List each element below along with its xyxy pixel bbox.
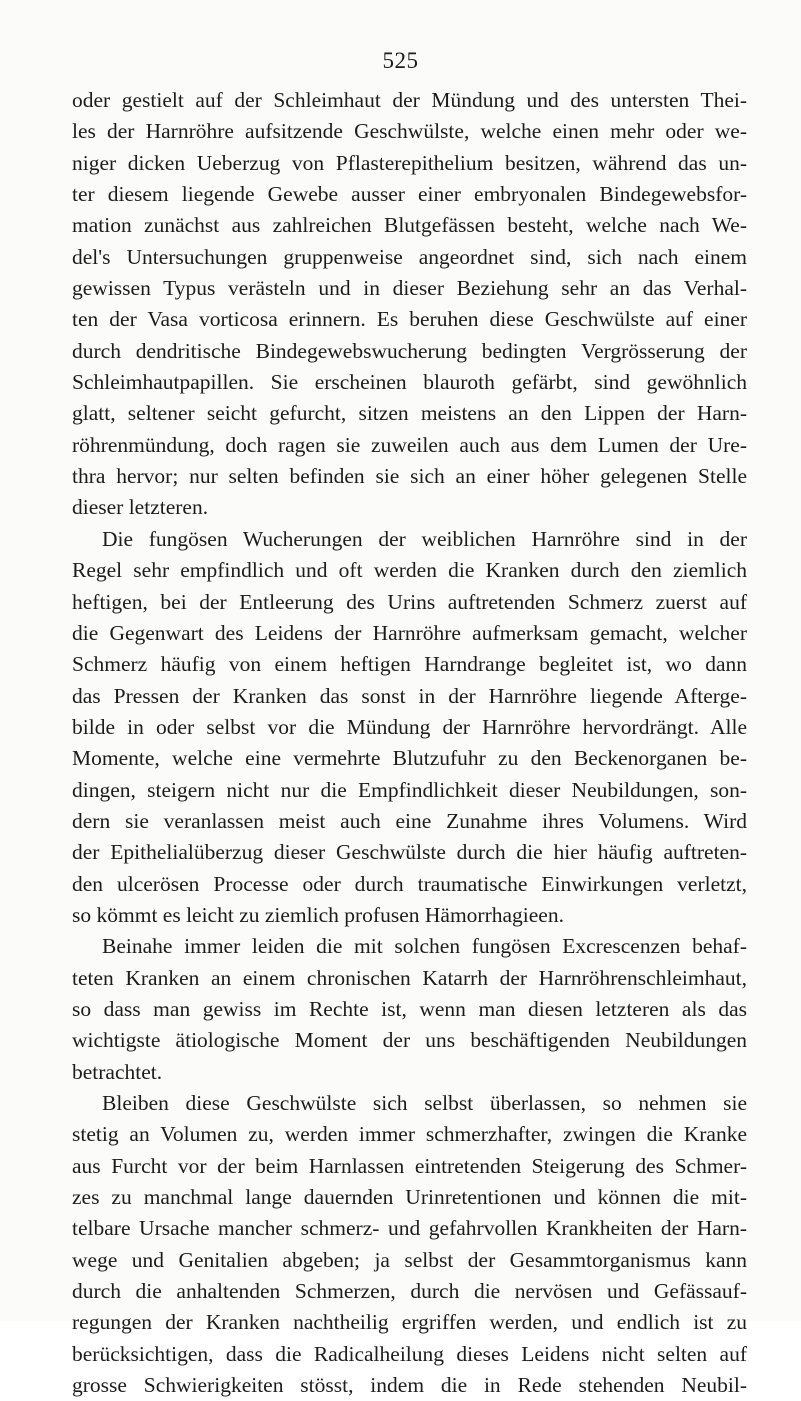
text-line: regungen der Kranken nachtheilig ergriffen werden, und endlich ist zu — [72, 1310, 747, 1335]
text-line: niger dicken Ueberzug von Pflasterepithelium besitzen, während das un- — [72, 150, 747, 175]
text-line: durch die anhaltenden Schmerzen, durch die nervösen und Gefässauf- — [72, 1279, 747, 1304]
text-line: zes zu manchmal lange dauernden Urinretentionen und können die mit- — [72, 1185, 747, 1210]
text-line: Bleiben diese Geschwülste sich selbst überlassen, so nehmen sie — [102, 1091, 747, 1115]
text-line: betrachtet. — [72, 1059, 163, 1084]
text-line: glatt, seltener seicht gefurcht, sitzen meistens an den Lippen der Harn- — [72, 401, 747, 426]
text-line: den ulcerösen Processe oder durch traumatische Einwirkungen verletzt, — [72, 871, 747, 896]
page-number: 525 — [382, 48, 419, 73]
text-line: durch dendritische Bindegewebswucherung bedingten Vergrösserung der — [72, 338, 747, 363]
text-line: so dass man gewiss im Rechte ist, wenn man diesen letzteren als das — [72, 996, 747, 1021]
text-line: die Gegenwart des Leidens der Harnröhre aufmerksam gemacht, welcher — [72, 620, 747, 645]
text-line: dern sie veranlassen meist auch eine Zunahme ihres Volumens. Wird — [72, 808, 747, 833]
text-line: grosse Schwierigkeiten stösst, indem die in Rede stehenden Neubil- — [72, 1373, 747, 1398]
text-line: gewissen Typus verästeln und in dieser Beziehung sehr an das Verhal- — [72, 276, 747, 301]
text-line: heftigen, bei der Entleerung des Urins auftretenden Schmerz zuerst auf — [72, 589, 747, 614]
text-line: Schmerz häufig von einem heftigen Harndrange begleitet ist, wo dann — [72, 652, 747, 677]
text-line: Regel sehr empfindlich und oft werden die Kranken durch den ziemlich — [72, 558, 747, 583]
text-line: so kömmt es leicht zu ziemlich profusen Hämorrhagieen. — [72, 902, 564, 927]
text-line: mation zunächst aus zahlreichen Blutgefässen besteht, welche nach We- — [72, 213, 747, 238]
text-line: Die fungösen Wucherungen der weiblichen Harnröhre sind in der — [102, 526, 747, 551]
text-line: röhrenmündung, doch ragen sie zuweilen auch aus dem Lumen der Ure- — [72, 432, 747, 457]
text-line: oder gestielt auf der Schleimhaut der Mündung und des untersten Thei- — [72, 88, 747, 112]
text-line: les der Harnröhre aufsitzende Geschwülste, welche einen mehr oder we- — [72, 119, 747, 144]
text-line: der Epithelialüberzug dieser Geschwülste durch die hier häufig auftreten- — [72, 840, 747, 865]
text-line: Schleimhautpapillen. Sie erscheinen blauroth gefärbt, sind gewöhnlich — [72, 370, 747, 395]
body-text — [72, 85, 747, 1401]
text-line: ten der Vasa vorticosa erinnern. Es beruhen diese Geschwülste auf einer — [72, 307, 747, 332]
text-line: telbare Ursache mancher schmerz- und gefahrvollen Krankheiten der Harn- — [72, 1216, 747, 1241]
text-line: berücksichtigen, dass die Radicalheilung dieses Leidens nicht selten auf — [72, 1341, 747, 1366]
text-line: dieser letzteren. — [72, 495, 209, 520]
text-line: ter diesem liegende Gewebe ausser einer embryonalen Bindegewebsfor- — [72, 182, 747, 207]
text-line: bilde in oder selbst vor die Mündung der Harnröhre hervordrängt. Alle — [72, 714, 747, 739]
text-line: wege und Genitalien abgeben; ja selbst der Gesammtorganismus kann — [72, 1247, 747, 1272]
text-line: wichtigste ätiologische Moment der uns beschäftigenden Neubildungen — [72, 1028, 747, 1053]
text-line: stetig an Volumen zu, werden immer schmerzhafter, zwingen die Kranke — [72, 1122, 747, 1147]
text-line: das Pressen der Kranken das sonst in der Harnröhre liegende Afterge- — [72, 683, 747, 708]
text-line: teten Kranken an einem chronischen Katarrh der Harnröhrenschleimhaut, — [72, 965, 747, 990]
text-line: dingen, steigern nicht nur die Empfindlichkeit dieser Neubildungen, son- — [72, 777, 747, 802]
text-line: del's Untersuchungen gruppenweise angeordnet sind, sich nach einem — [72, 244, 747, 269]
text-line: thra hervor; nur selten befinden sie sich an einer höher gelegenen Stelle — [72, 464, 747, 489]
text-line: Momente, welche eine vermehrte Blutzufuhr zu den Beckenorganen be- — [72, 746, 747, 771]
text-line: aus Furcht vor der beim Harnlassen eintretenden Steigerung des Schmer- — [72, 1153, 747, 1178]
text-line: Beinahe immer leiden die mit solchen fungösen Excrescenzen behaf- — [102, 934, 747, 959]
